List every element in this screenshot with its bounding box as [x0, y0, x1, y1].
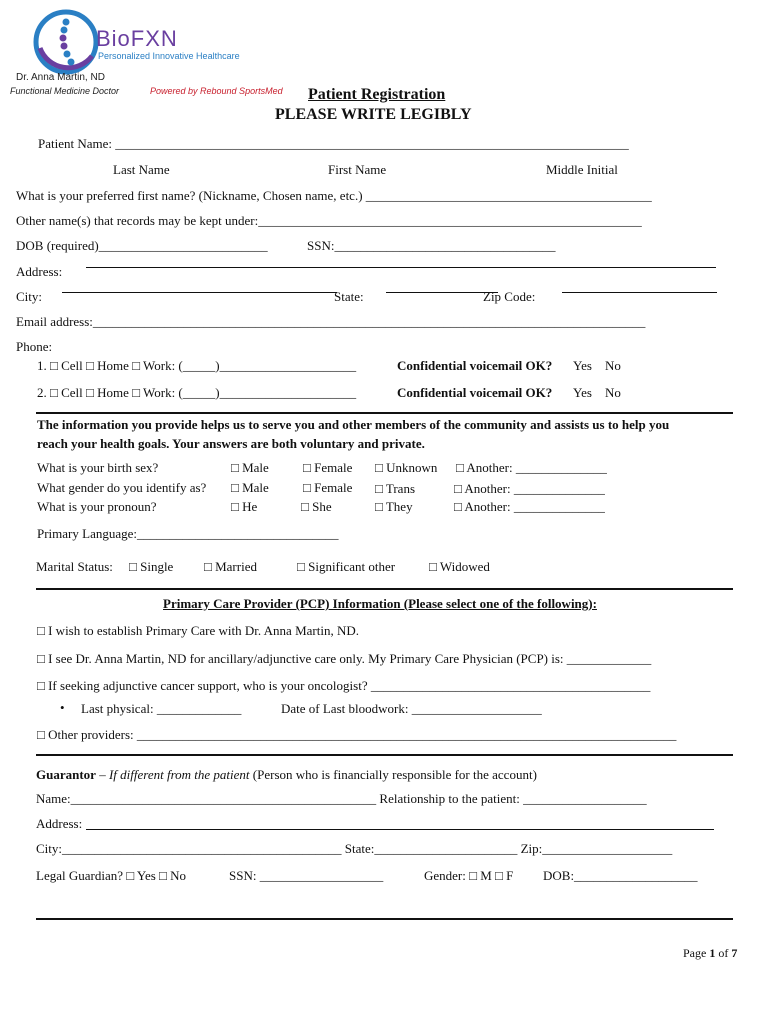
voicemail-2-yes[interactable]: Yes [573, 385, 592, 400]
gender-female-option[interactable]: □ Female [303, 480, 353, 495]
guarantor-label: Guarantor [36, 767, 96, 782]
phone-label: Phone: [16, 339, 53, 354]
guarantor-city-field[interactable]: City:___________________________________________ State:______________________ Zip:____________________ [36, 841, 673, 856]
powered-by: Powered by Rebound SportsMed [150, 86, 283, 96]
gender-question: What gender do you identify as? [37, 480, 207, 495]
state-label: State: [334, 289, 364, 304]
guarantor-gender-field[interactable]: Gender: □ M □ F [424, 868, 514, 883]
page-of: of [715, 946, 732, 960]
pronoun-another-option[interactable]: □ Another: ______________ [454, 499, 605, 514]
patient-name-field[interactable]: Patient Name: _______________________________________________________________________________ [38, 136, 629, 151]
middle-initial-label: Middle Initial [546, 162, 618, 177]
page-total: 7 [731, 946, 738, 960]
page-number [683, 946, 737, 961]
pcp-heading: Primary Care Provider (PCP) Information (Please select one of the following): [163, 596, 597, 611]
pronoun-he-option[interactable]: □ He [231, 499, 258, 514]
marital-status-label: Marital Status: [36, 559, 113, 574]
guarantor-name-field[interactable]: Name:_______________________________________________ Relationship to the patient: ___________________ [36, 791, 647, 806]
voicemail-1-yes[interactable]: Yes [573, 358, 592, 373]
ssn-field[interactable]: SSN:__________________________________ [307, 238, 556, 253]
last-bloodwork-field[interactable]: Date of Last bloodwork: ____________________ [281, 701, 542, 716]
pcp-option-oncologist[interactable]: □ If seeking adjunctive cancer support, who is your oncologist? ___________________________________________ [37, 678, 651, 693]
primary-language-field[interactable]: Primary Language:_______________________________ [37, 526, 339, 541]
guarantor-note: (Person who is financially responsible for the account) [249, 767, 537, 782]
guarantor-heading [36, 767, 537, 783]
doctor-name: Dr. Anna Martin, ND [16, 72, 105, 83]
preferred-name-field[interactable]: What is your preferred first name? (Nickname, Chosen name, etc.) ____________________________________________ [16, 188, 652, 203]
marital-widowed-option[interactable]: □ Widowed [429, 559, 490, 574]
birth-sex-question: What is your birth sex? [37, 460, 159, 475]
page-title: Patient Registration [308, 86, 446, 103]
marital-significant-option[interactable]: □ Significant other [297, 559, 396, 574]
last-name-label: Last Name [113, 162, 170, 177]
pronoun-she-option[interactable]: □ She [301, 499, 332, 514]
pronoun-question: What is your pronoun? [37, 499, 157, 514]
sex-another-option[interactable]: □ Another: ______________ [456, 460, 607, 475]
sex-female-option[interactable]: □ Female [303, 460, 353, 475]
voicemail-2-no[interactable]: No [605, 385, 621, 400]
email-field[interactable]: Email address:_____________________________________________________________________________________ [16, 314, 646, 329]
state-line[interactable] [386, 292, 498, 293]
city-line[interactable] [62, 292, 337, 293]
guarantor-address-line[interactable] [86, 829, 714, 830]
voicemail-1-no[interactable]: No [605, 358, 621, 373]
demographics-intro-1: The information you provide helps us to serve you and other members of the community and assists us to help you [37, 417, 670, 432]
city-label: City: [16, 289, 43, 304]
voicemail-1-label: Confidential voicemail OK? [397, 358, 553, 373]
guarantor-ssn-field[interactable]: SSN: ___________________ [229, 868, 384, 883]
guarantor-address-label: Address: [36, 816, 83, 831]
address-line[interactable] [86, 267, 716, 268]
marital-married-option[interactable]: □ Married [204, 559, 257, 574]
other-providers-field[interactable]: □ Other providers: ___________________________________________________________________________________ [37, 727, 677, 742]
first-name-label: First Name [328, 162, 387, 177]
section-divider [36, 412, 733, 414]
gender-male-option[interactable]: □ Male [231, 480, 269, 495]
page-prefix: Page [683, 946, 710, 960]
voicemail-2-label: Confidential voicemail OK? [397, 385, 553, 400]
address-label: Address: [16, 264, 63, 279]
gender-trans-option[interactable]: □ Trans [375, 481, 416, 496]
phone-1-field[interactable]: 1. □ Cell □ Home □ Work: (_____)_____________________ [37, 358, 357, 373]
page-current: 1 [709, 946, 716, 960]
demographics-intro-2: reach your health goals. Your answers are both voluntary and private. [37, 436, 425, 451]
brand-name: BioFXN [96, 26, 178, 51]
doctor-role: Functional Medicine Doctor [10, 86, 120, 96]
legal-guardian-field[interactable]: Legal Guardian? □ Yes □ No [36, 868, 187, 883]
zip-line[interactable] [562, 292, 717, 293]
bullet-icon: • [60, 700, 65, 715]
zip-label: Zip Code: [483, 289, 536, 304]
pronoun-they-option[interactable]: □ They [375, 499, 413, 514]
page-subtitle: PLEASE WRITE LEGIBLY [275, 106, 472, 123]
section-divider [36, 588, 733, 590]
guarantor-dash: – [95, 767, 109, 782]
other-names-field[interactable]: Other name(s) that records may be kept under:___________________________________________________________ [16, 213, 642, 228]
section-divider [36, 918, 733, 920]
guarantor-dob-field[interactable]: DOB:___________________ [543, 868, 698, 883]
pcp-option-establish[interactable]: □ I wish to establish Primary Care with Dr. Anna Martin, ND. [37, 623, 359, 638]
guarantor-if-different: If different from the patient [108, 767, 250, 782]
dob-field[interactable]: DOB (required)__________________________ [16, 238, 268, 253]
brand-tagline: Personalized Innovative Healthcare [98, 51, 240, 61]
sex-unknown-option[interactable]: □ Unknown [375, 460, 438, 475]
sex-male-option[interactable]: □ Male [231, 460, 269, 475]
phone-2-field[interactable]: 2. □ Cell □ Home □ Work: (_____)_____________________ [37, 385, 357, 400]
gender-another-option[interactable]: □ Another: ______________ [454, 481, 605, 496]
logo [10, 8, 300, 100]
marital-single-option[interactable]: □ Single [129, 559, 174, 574]
section-divider [36, 754, 733, 756]
last-physical-field[interactable]: Last physical: _____________ [81, 701, 242, 716]
pcp-option-adjunctive[interactable]: □ I see Dr. Anna Martin, ND for ancillary/adjunctive care only. My Primary Care Physician (PCP) is: _____________ [37, 651, 652, 666]
